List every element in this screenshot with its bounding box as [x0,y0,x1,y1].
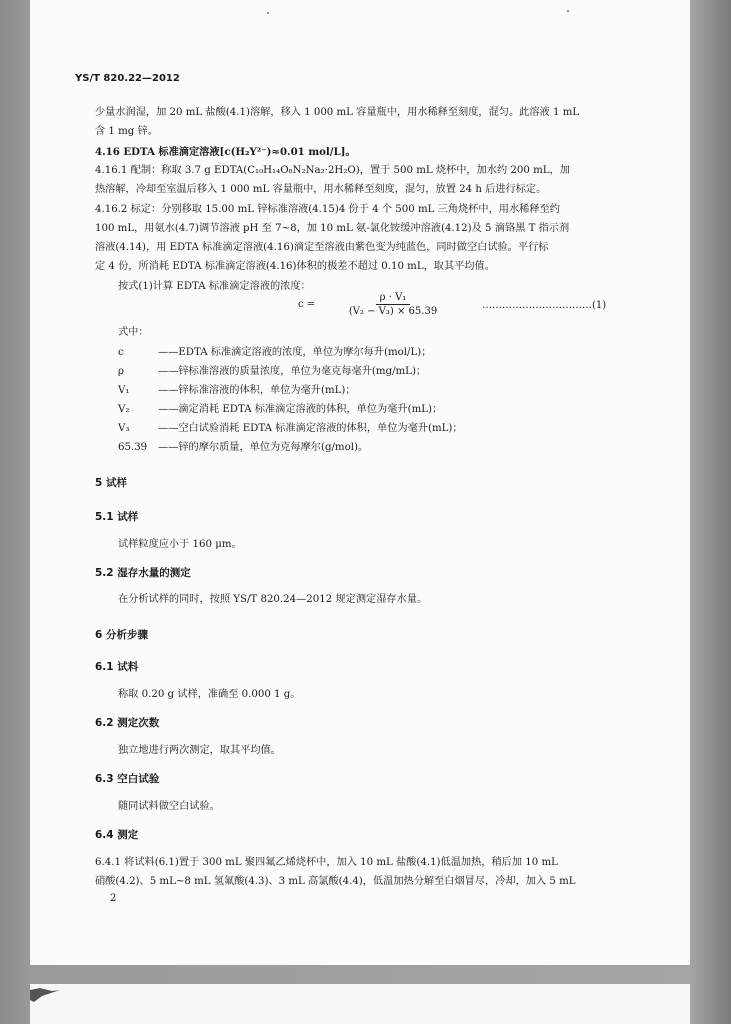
body-line: 4.16.2 标定：分别移取 15.00 mL 锌标准溶液(4.15)4 份于 4 个 500 mL 三角烧杯中，用水稀释至约 [95,204,560,215]
formula-numerator: ρ · V₁ [376,292,411,305]
symbol-desc: ——空白试验消耗 EDTA 标准滴定溶液的体积，单位为毫升(mL)； [158,423,463,434]
symbol-desc: ——锌标准溶液的质量浓度，单位为毫克每毫升(mg/mL)； [158,366,427,377]
symbol-molar-mass: 65.39 [118,442,148,453]
section-5-heading: 5 试样 [95,477,127,489]
scan-speck [567,10,569,12]
page-number: 2 [110,893,117,904]
section-6-2-text: 独立地进行两次测定，取其平均值。 [118,745,281,756]
section-6-4-heading: 6.4 测定 [95,829,139,841]
section-6-2-heading: 6.2 测定次数 [95,717,160,729]
section-5-1-text: 试样粒度应小于 160 μm。 [118,539,242,550]
symbol-desc: ——滴定消耗 EDTA 标准滴定溶液的体积，单位为毫升(mL)； [158,404,443,415]
section-6-3-text: 随同试料做空白试验。 [118,801,220,812]
formula-lhs: c = [298,299,316,310]
body-line: 6.4.1 将试料(6.1)置于 300 mL 聚四氟乙烯烧杯中，加入 10 mL 盐酸(4.1)低温加热，稍后加 10 mL [95,857,558,868]
body-line: 溶液(4.14)，用 EDTA 标准滴定溶液(4.16)滴定至溶液由紫色变为纯蓝色，同时做空白试验。平行标 [95,242,549,253]
symbol-desc: ——锌标准溶液的体积，单位为毫升(mL)； [158,385,356,396]
body-line: 定 4 份，所消耗 EDTA 标准滴定溶液(4.16)体积的极差不超过 0.10 mL，取其平均值。 [95,261,495,272]
symbol-v1: V₁ [118,385,130,396]
equation-number: ……………………………(1) [482,300,607,311]
section-6-1-heading: 6.1 试料 [95,661,139,673]
body-line: 少量水润湿，加 20 mL 盐酸(4.1)溶解，移入 1 000 mL 容量瓶中，用水稀释至刻度，混匀。此溶液 1 mL [95,107,580,118]
section-6-1-text: 称取 0.20 g 试样，准确至 0.000 1 g。 [118,689,301,700]
body-line: 热溶解，冷却至室温后移入 1 000 mL 容量瓶中，用水稀释至刻度，混匀，放置 24 h 后进行标定。 [95,184,547,195]
where-label: 式中： [118,327,149,338]
section-6-3-heading: 6.3 空白试验 [95,773,160,785]
section-6-heading: 6 分析步骤 [95,629,148,641]
symbol-rho: ρ [118,366,124,377]
formula-denominator: (V₂ − V₃) × 65.39 [348,306,438,317]
body-line: 按式(1)计算 EDTA 标准滴定溶液的浓度： [118,281,311,292]
next-page-edge [30,984,690,1024]
section-5-1-heading: 5.1 试样 [95,511,139,523]
symbol-desc: ——EDTA 标准滴定溶液的浓度，单位为摩尔每升(mol/L)； [158,347,432,358]
section-5-2-text: 在分析试样的同时，按照 YS/T 820.24—2012 规定测定湿存水量。 [118,594,428,605]
scan-speck [267,12,269,14]
body-line: 含 1 mg 锌。 [95,126,158,137]
symbol-v3: V₃ [118,423,130,434]
symbol-desc: ——锌的摩尔质量，单位为克每摩尔(g/mol)。 [158,442,369,453]
standard-code: YS/T 820.22—2012 [75,73,180,84]
body-line: 100 mL，用氨水(4.7)调节溶液 pH 至 7~8，加 10 mL 氨-氯化铵缓冲溶液(4.12)及 5 滴铬黑 T 指示剂 [95,223,570,234]
body-line: 4.16.1 配制：称取 3.7 g EDTA(C₁₀H₁₄O₈N₂Na₂·2H₂O)，置于 500 mL 烧杯中，加水约 200 mL，加 [95,165,570,176]
clause-4-16: 4.16 EDTA 标准滴定溶液[c(H₂Y²⁻)≈0.01 mol/L]。 [95,146,356,158]
scan-artifact-icon [30,988,70,1006]
symbol-c: c [118,347,124,358]
body-line: 硝酸(4.2)、5 mL~8 mL 氢氟酸(4.3)、3 mL 高氯酸(4.4)，低温加热分解至白烟冒尽，冷却，加入 5 mL [95,876,576,887]
section-5-2-heading: 5.2 湿存水量的测定 [95,567,191,579]
symbol-v2: V₂ [118,404,130,415]
document-page [30,0,690,965]
